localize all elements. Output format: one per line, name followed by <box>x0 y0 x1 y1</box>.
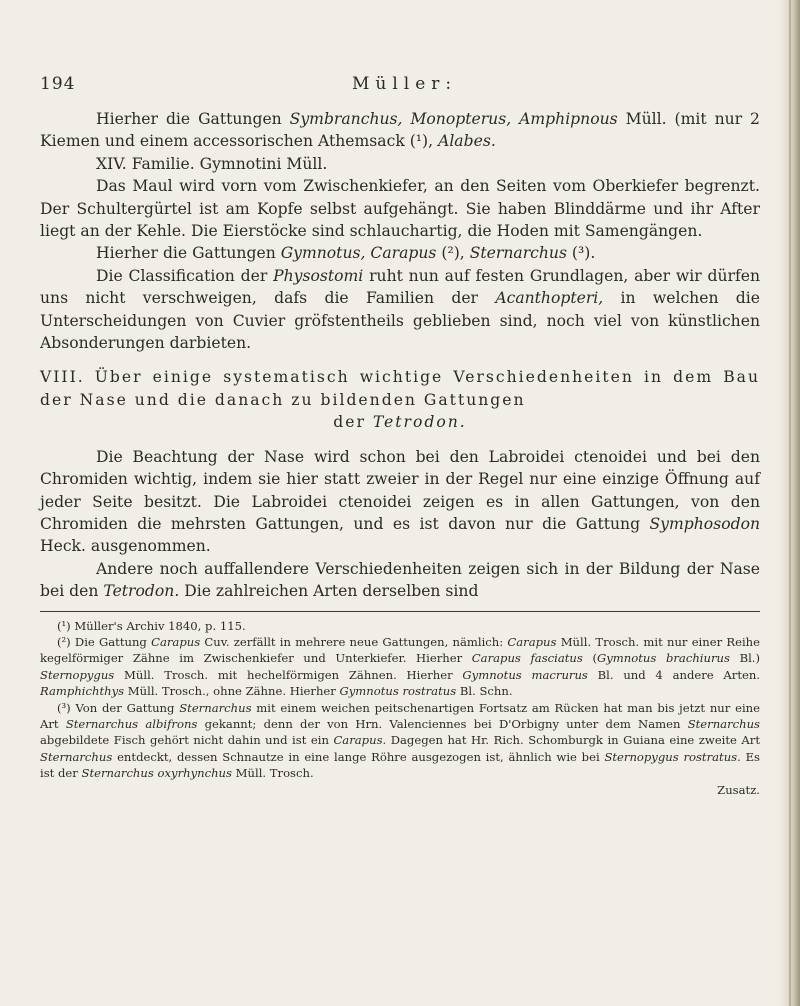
text-run: Cuv. zerfällt in mehrere neue Gattungen, nämlich: <box>200 634 508 649</box>
italic-run: Gymnotus macrurus <box>462 667 588 682</box>
text-run: Die zahlreichen Arten derselben sind <box>179 582 479 601</box>
italic-run: Sternarchus <box>469 244 567 263</box>
footnote-1: (¹) Müller's Archiv 1840, p. 115. <box>57 618 246 633</box>
section-heading-line <box>40 411 760 433</box>
text-run: ruht nun auf festen Grundlagen, aber wir dürfen uns nicht verschweigen, dafs die Familien der <box>40 266 760 308</box>
footnote-2 <box>40 634 760 700</box>
paragraph: Das Maul wird vorn vom Zwischenkiefer, an den Seiten vom Oberkiefer begrenzt. Der Schultergürtel ist am Kopfe selbst aufgehängt. Sie haben Blinddärme und ihr After liegt an der Kehle. Die Eierstöcke sind schlauchartig, die Hoden mit Samengängen. <box>40 177 760 241</box>
italic-run: Tetrodon. <box>103 582 180 601</box>
text-run: Heck. ausgenommen. <box>40 537 211 556</box>
text-run: Andere noch auffallendere Verschiedenheiten zeigen sich in der Bildung der Nase bei den <box>40 559 760 601</box>
italic-run: Carapus fasciatus <box>471 651 583 666</box>
italic-run: Symbranchus, Monopterus, Amphipnous <box>289 110 618 128</box>
family-heading: XIV. Familie. Gymnotini Müll. <box>96 154 328 173</box>
footnote-3 <box>40 700 760 782</box>
italic-run: Sternarchus <box>40 749 113 764</box>
text-run: (³) Von der Gattung <box>57 700 180 715</box>
italic-run: Carapus <box>507 634 557 649</box>
italic-run: Acanthopteri, <box>495 289 604 308</box>
text-run: Hierher die Gattungen <box>96 244 281 263</box>
page-edge-line <box>789 0 791 1006</box>
italic-run: Gymnotus rostratus <box>339 684 457 699</box>
italic-run: Sternarchus <box>687 716 760 731</box>
paragraph <box>40 446 760 558</box>
text-run: Müll. Trosch. <box>231 766 314 781</box>
body-text <box>40 108 760 603</box>
text-run: ( <box>582 651 597 666</box>
book-page <box>40 74 760 798</box>
running-title: Müller: <box>352 74 458 94</box>
italic-run: Tetrodon. <box>372 413 467 432</box>
running-header <box>40 74 760 100</box>
text-run: Müll. (mit nur 2 Kiemen und einem accessorischen Athemsack (¹), <box>40 110 760 151</box>
text-run: (²), <box>436 244 470 263</box>
text-run: Bl. Schn. <box>456 684 513 699</box>
text-run: der <box>333 413 373 432</box>
italic-run: Sternarchus <box>179 700 252 715</box>
italic-run: Sternarchus albifrons <box>65 716 198 731</box>
italic-run: Gymnotus, Carapus <box>280 244 437 263</box>
text-run: Müll. Trosch. mit hechelförmigen Zähnen. Hierher <box>114 667 463 682</box>
page-number: 194 <box>40 74 76 94</box>
text-run: (²) Die Gattung <box>57 634 152 649</box>
italic-run: Sternopygus <box>40 667 115 682</box>
text-run: Die Classification der <box>96 266 274 285</box>
text-run: Müll. Trosch. mit nur einer Reihe kegelförmiger Zähne im Zwischenkiefer und Unterkiefer. Hierher <box>40 634 760 666</box>
paragraph <box>40 558 760 603</box>
italic-run: Sternopygus rostratus. <box>604 749 741 764</box>
paragraph <box>40 242 760 264</box>
footnote-rule <box>40 611 760 612</box>
italic-run: Physostomi <box>273 266 364 285</box>
italic-run: Gymnotus brachiurus <box>597 651 730 666</box>
text-run: (³). <box>566 244 596 263</box>
footnotes <box>40 618 760 798</box>
text-run: in welchen die Unterscheidungen von Cuvier gröfstentheils geblieben sind, noch viel von künstlichen Absonderungen darbieten. <box>40 289 760 353</box>
section-heading: VIII. Über einige systematisch wichtige Verschiedenheiten in dem Bau der Nase und die danach zu bildenden Gattungen <box>40 368 760 409</box>
text-run: Hierher die Gattungen <box>96 110 290 128</box>
italic-run: Symphosodon <box>649 514 760 533</box>
paragraph <box>40 108 760 153</box>
text-run: Bl. und 4 andere Arten. <box>587 667 760 682</box>
text-run: abgebildete Fisch gehört nicht dahin und ist ein <box>40 733 334 748</box>
italic-run: Carapus <box>151 634 201 649</box>
text-run: Dagegen hat Hr. Rich. Schomburgk in Guiana eine zweite Art <box>386 733 761 748</box>
text-run: Müll. Trosch., ohne Zähne. Hierher <box>124 684 340 699</box>
text-run: Die Beachtung der Nase wird schon bei den Labroidei ctenoidei und bei den Chromiden wichtig, indem sie hier statt zweier in der Regel nur eine einzige Öffnung auf jeder Seite besitzt. Die Labroidei ctenoidei zeigen es in allen Gattungen, von den Chromiden die mehrsten Gattungen, und es ist davon nur die Gattung <box>40 447 760 533</box>
text-run: Bl.) <box>729 651 761 666</box>
text-run: entdeckt, dessen Schnautze in eine lange Röhre ausgezogen ist, ähnlich wie bei <box>112 749 605 764</box>
catchword: Zusatz. <box>717 782 760 797</box>
paragraph <box>40 265 760 355</box>
text-run: mit einem weichen peitschenartigen Fortsatz am Rücken hat man bis jetzt nur eine Art <box>40 700 760 731</box>
italic-run: Sternarchus oxyrhynchus <box>81 766 232 781</box>
italic-run: Alabes. <box>438 132 496 151</box>
text-run: gekannt; denn der von Hrn. Valenciennes bei D'Orbigny unter dem Namen <box>197 716 688 731</box>
text-run: Es ist der <box>40 749 760 781</box>
italic-run: Carapus. <box>333 733 387 748</box>
italic-run: Ramphichthys <box>40 684 125 699</box>
